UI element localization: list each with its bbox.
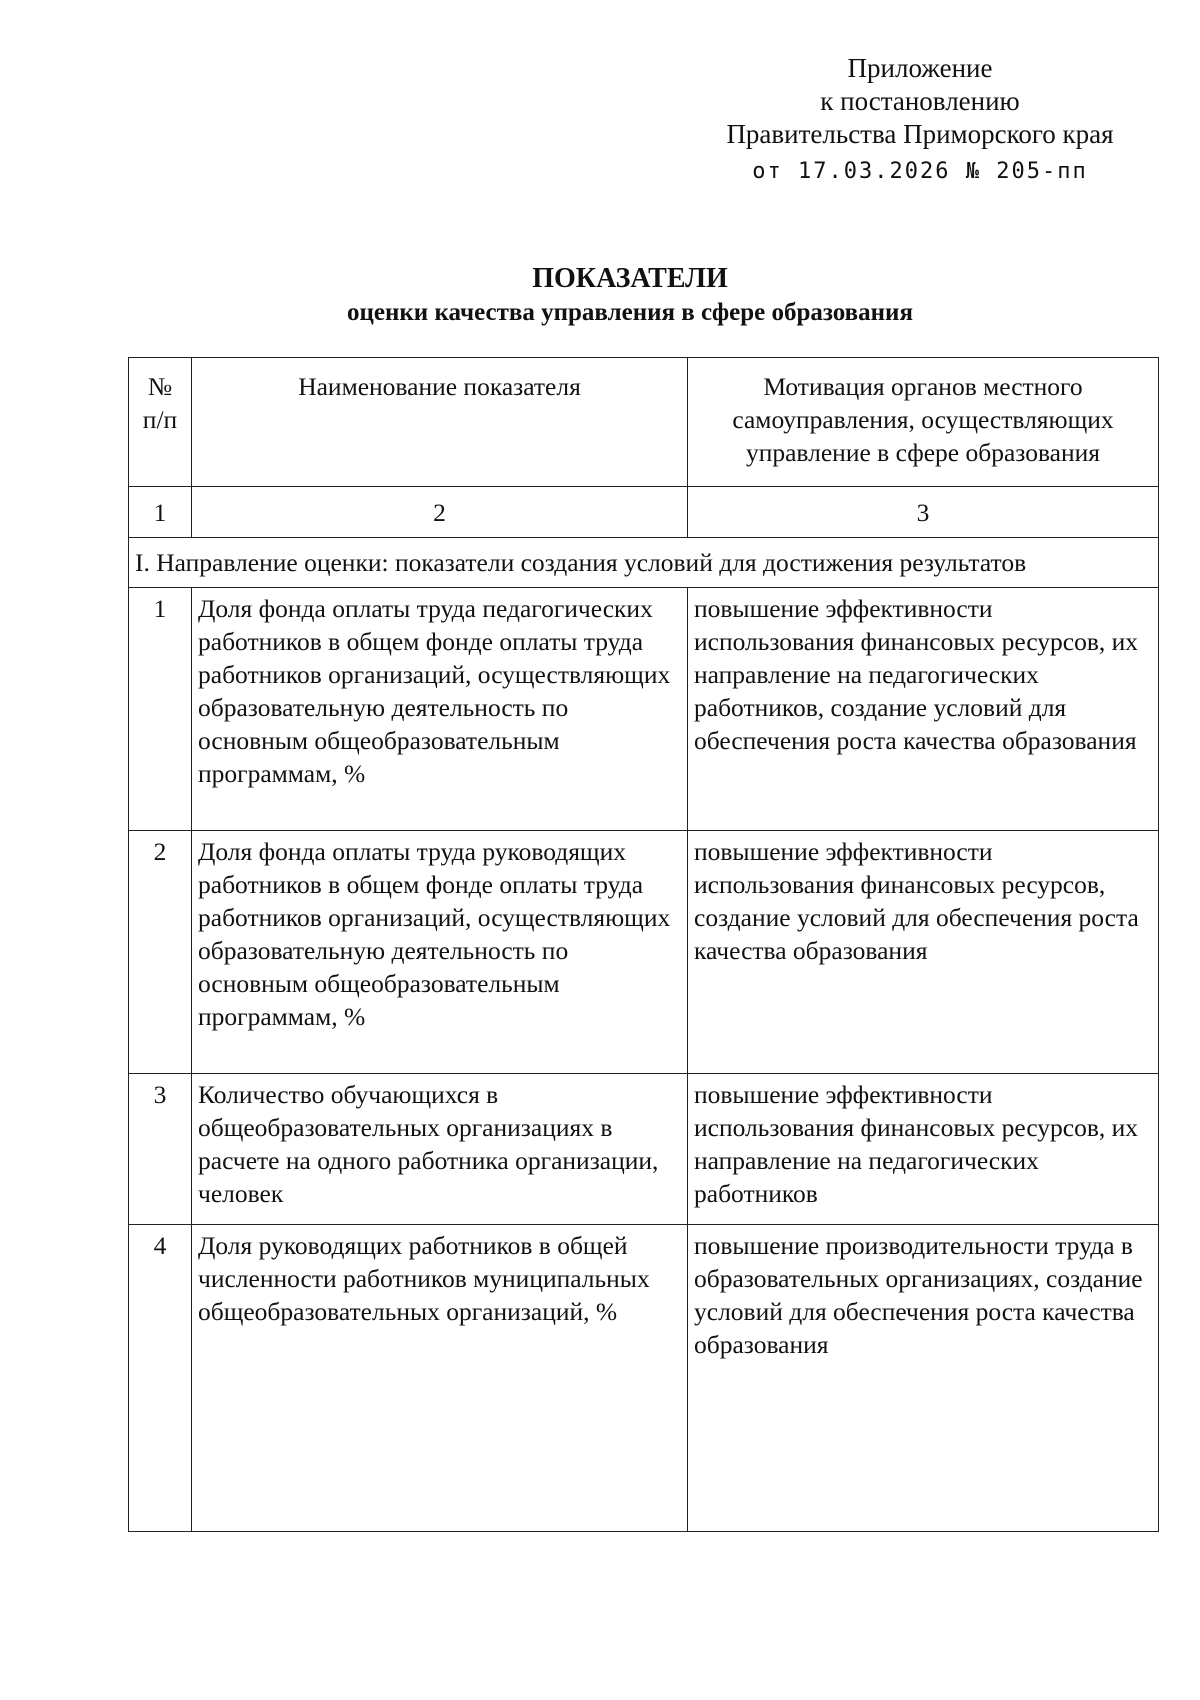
indicators-table <box>128 357 1159 1532</box>
indicator-motivation: повышение эффективности использования финансовых ресурсов, их направление на педагогических работников <box>688 1074 1159 1225</box>
column-numbers-row <box>129 487 1159 538</box>
indicator-motivation: повышение эффективности использования финансовых ресурсов, создание условий для обеспечения роста качества образования <box>688 831 1159 1074</box>
table-row <box>129 1225 1159 1532</box>
indicator-name: Доля фонда оплаты труда руководящих работников в общем фонде оплаты труда работников организаций, осуществляющих образовательную деятельность по основным общеобразовательным программам, % <box>192 831 688 1074</box>
title-main: ПОКАЗАТЕЛИ <box>532 263 728 294</box>
appendix-line-2: к постановлению <box>820 86 1020 116</box>
table-header-row <box>129 358 1159 487</box>
indicator-name: Количество обучающихся в общеобразовательных организациях в расчете на одного работника организации, человек <box>192 1074 688 1225</box>
appendix-line-1: Приложение <box>847 53 993 83</box>
appendix-block <box>690 52 1150 188</box>
row-number: 1 <box>129 588 192 831</box>
column-number-2: 2 <box>192 487 688 538</box>
column-number-3: 3 <box>688 487 1159 538</box>
column-header-number: № п/п <box>129 358 192 487</box>
column-header-motivation: Мотивация органов местного самоуправления, осуществляющих управление в сфере образования <box>688 358 1159 487</box>
section-heading: I. Направление оценки: показатели создания условий для достижения результатов <box>129 538 1159 588</box>
column-number-1: 1 <box>129 487 192 538</box>
indicator-name: Доля фонда оплаты труда педагогических работников в общем фонде оплаты труда работников организаций, осуществляющих образовательную деятельность по основным общеобразовательным программам, % <box>192 588 688 831</box>
indicator-motivation: повышение эффективности использования финансовых ресурсов, их направление на педагогических работников, создание условий для обеспечения роста качества образования <box>688 588 1159 831</box>
document-title <box>0 262 1200 330</box>
row-number: 2 <box>129 831 192 1074</box>
row-number: 4 <box>129 1225 192 1532</box>
table-row <box>129 1074 1159 1225</box>
table-row <box>129 588 1159 831</box>
indicator-motivation: повышение производительности труда в образовательных организациях, создание условий для обеспечения роста качества образования <box>688 1225 1159 1532</box>
row-number: 3 <box>129 1074 192 1225</box>
appendix-date-number: от 17.03.2026 № 205-пп <box>752 159 1088 184</box>
indicator-name: Доля руководящих работников в общей численности работников муниципальных общеобразовательных организаций, % <box>192 1225 688 1532</box>
table-row <box>129 831 1159 1074</box>
column-header-name: Наименование показателя <box>192 358 688 487</box>
appendix-line-3: Правительства Приморского края <box>726 119 1114 149</box>
title-subtitle: оценки качества управления в сфере образования <box>347 299 913 326</box>
section-row <box>129 538 1159 588</box>
